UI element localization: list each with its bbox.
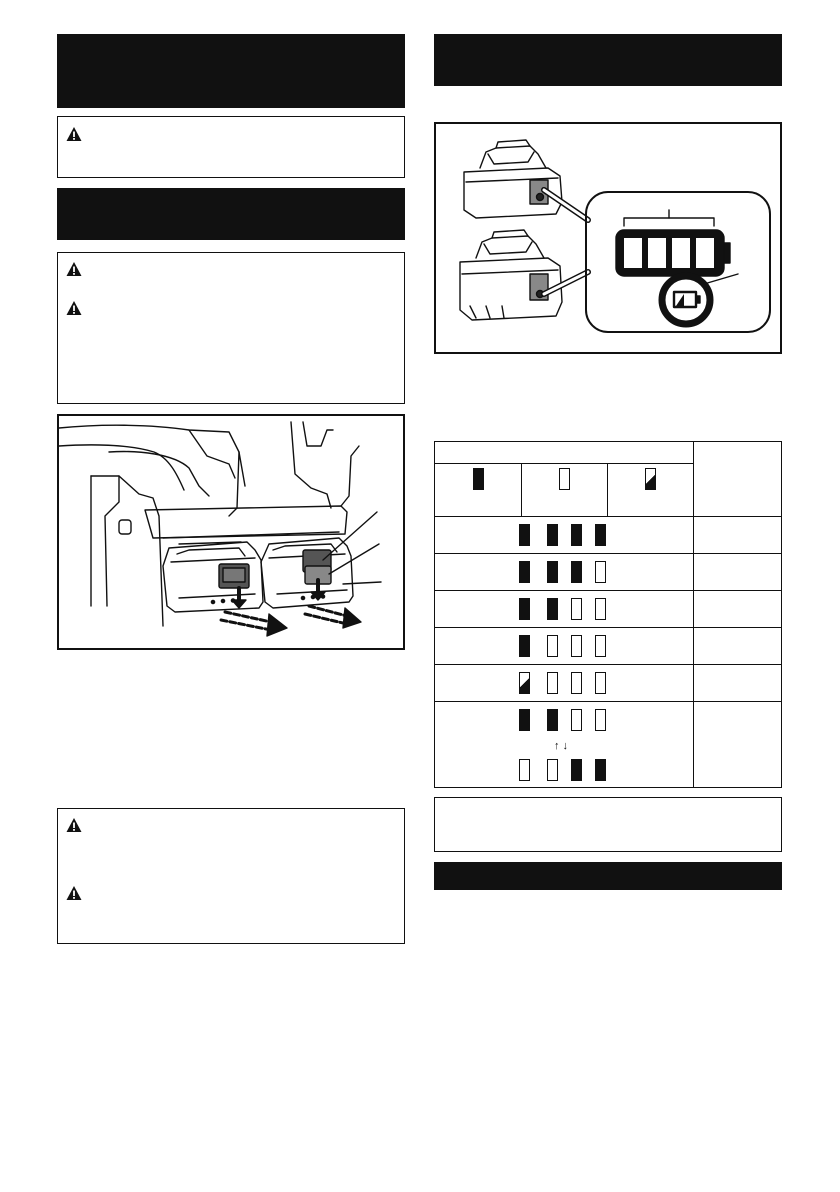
indicator-lamp: [595, 672, 606, 694]
warning-triangle-icon: [66, 300, 82, 316]
indicator-lamp: [571, 561, 582, 583]
indicator-lamp: [595, 635, 606, 657]
note-box: [434, 797, 782, 852]
indicator-lamp: [547, 672, 558, 694]
warning-triangle-icon: [66, 885, 82, 901]
indicator-lamp: [571, 709, 582, 731]
warning-box-2: [57, 252, 405, 404]
indicator-lamp: [519, 709, 530, 731]
indicator-lamp: [571, 759, 582, 781]
section-heading-bottom: [434, 862, 782, 890]
section-heading-2: [57, 188, 405, 240]
indicator-lamp: [595, 524, 606, 546]
indicator-lamp: [571, 524, 582, 546]
indicator-lamp: [595, 561, 606, 583]
indicator-lamp: [519, 635, 530, 657]
section-heading-right: [434, 34, 782, 86]
indicator-lamp: [571, 598, 582, 620]
indicator-lamp: [571, 635, 582, 657]
figure-battery-removal: [57, 414, 405, 650]
warning-box-3: [57, 808, 405, 944]
tool-battery-removal-illustration: [59, 416, 403, 648]
indicator-lamp: [547, 759, 558, 781]
indicator-lamp: [547, 598, 558, 620]
indicator-lamp: [571, 672, 582, 694]
indicator-lamp: [519, 598, 530, 620]
indicator-lamp: [519, 561, 530, 583]
indicator-lamp: [547, 524, 558, 546]
section-heading-1: [57, 34, 405, 108]
indicator-lamp: [547, 635, 558, 657]
indicator-lamp: [595, 759, 606, 781]
indicator-lamp: [519, 524, 530, 546]
alternate-arrows: ↑ ↓: [554, 740, 569, 752]
indicator-lamp: [519, 759, 530, 781]
indicator-lamp: [595, 598, 606, 620]
indicator-table: [434, 441, 782, 788]
warning-triangle-icon: [66, 126, 82, 142]
indicator-lamp: [547, 709, 558, 731]
warning-triangle-icon: [66, 261, 82, 277]
indicator-lamp: [547, 561, 558, 583]
indicator-lamp: [519, 672, 530, 694]
figure-battery-indicator: [434, 122, 782, 354]
battery-indicator-illustration: [436, 124, 780, 352]
indicator-lamp: [595, 709, 606, 731]
table-rows: [435, 442, 781, 787]
warning-triangle-icon: [66, 817, 82, 833]
warning-box-1: [57, 116, 405, 178]
